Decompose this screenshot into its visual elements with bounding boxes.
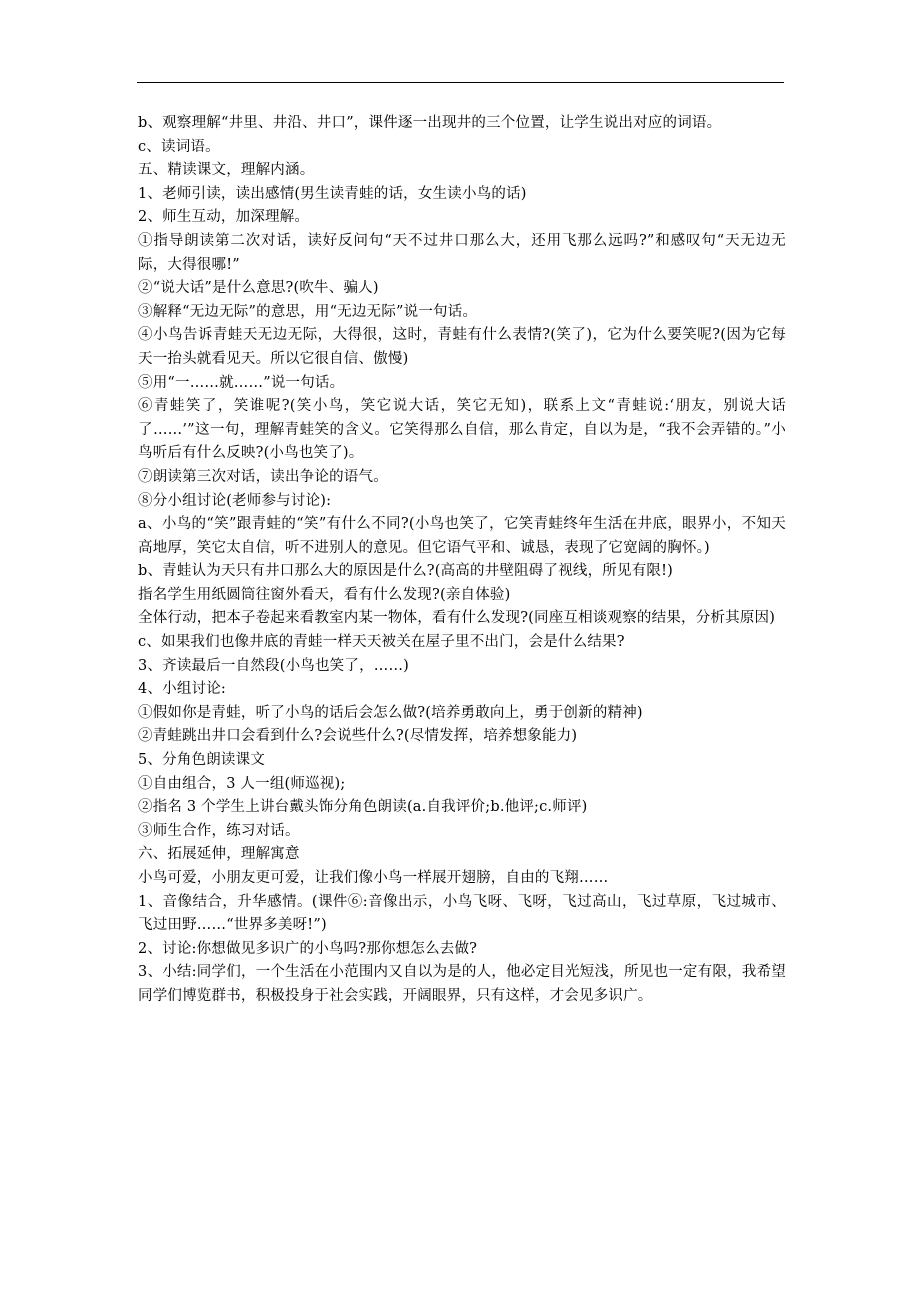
paragraph: 2、讨论:你想做见多识广的小鸟吗?那你想怎么去做? bbox=[138, 940, 478, 957]
document-body bbox=[138, 112, 786, 1009]
section-heading: 六、拓展延伸，理解寓意 bbox=[138, 846, 300, 863]
paragraph: 指名学生用纸圆筒往窗外看天，看有什么发现?(亲自体验) bbox=[138, 586, 511, 603]
paragraph: 4、小组讨论: bbox=[138, 681, 227, 698]
paragraph: c、如果我们也像井底的青蛙一样天天被关在屋子里不出门，会是什么结果? bbox=[138, 634, 625, 651]
paragraph: 全体行动，把本子卷起来看教室内某一物体，看有什么发现?(同座互相谈观察的结果，分析其原因) bbox=[138, 610, 776, 627]
paragraph: ③解释“无边无际”的意思，用“无边无际”说一句话。 bbox=[138, 303, 478, 320]
header-rule bbox=[137, 82, 784, 83]
paragraph: ⑤用“一……就……”说一句话。 bbox=[138, 374, 345, 391]
paragraph: b、青蛙认为天只有井口那么大的原因是什么?(高高的井壁阻碍了视线，所见有限!) bbox=[138, 563, 673, 580]
paragraph: ②“说大话”是什么意思?(吹牛、骗人) bbox=[138, 280, 379, 297]
section-heading: 五、精读课文，理解内涵。 bbox=[138, 162, 315, 179]
paragraph: ①自由组合，3 人一组(师巡视); bbox=[138, 775, 346, 792]
paragraph: 3、小结:同学们，一个生活在小范围内又自以为是的人，他必定目光短浅，所见也一定有限，我希望同学们博览群书，积极投身于社会实践，开阔眼界，只有这样，才会见多识广。 bbox=[138, 964, 786, 1004]
paragraph: 1、音像结合，升华感情。(课件⑥:音像出示，小鸟飞呀、飞呀，飞过高山，飞过草原，飞过城市、飞过田野……“世界多美呀!”) bbox=[138, 893, 786, 934]
paragraph: 小鸟可爱，小朋友更可爱，让我们像小鸟一样展开翅膀，自由的飞翔…… bbox=[138, 870, 609, 886]
paragraph: 3、齐读最后一自然段(小鸟也笑了，……) bbox=[138, 657, 410, 674]
paragraph: ④小鸟告诉青蛙天无边无际，大得很，这时，青蛙有什么表情?(笑了)，它为什么要笑呢?(因为它每天一抬头就看见天。所以它很自信、傲慢) bbox=[138, 327, 786, 367]
paragraph: ②指名 3 个学生上讲台戴头饰分角色朗读(a.自我评价;b.他评;c.师评) bbox=[138, 799, 588, 816]
paragraph: ⑧分小组讨论(老师参与讨论): bbox=[138, 492, 332, 509]
paragraph: 1、老师引读，读出感情(男生读青蛙的话，女生读小鸟的话) bbox=[138, 185, 527, 202]
paragraph: 2、师生互动，加深理解。 bbox=[138, 209, 310, 226]
paragraph: ⑥青蛙笑了，笑谁呢?(笑小鸟，笑它说大话，笑它无知)，联系上文“青蛙说:‘朋友，别说大话了……’”这一句，理解青蛙笑的含义。它笑得那么自信，那么肯定，自以为是，“我不会弄错的。”小鸟听后有什么反映?(小鸟也笑了)。 bbox=[138, 398, 786, 462]
paragraph: c、读词语。 bbox=[138, 138, 220, 155]
paragraph: ③师生合作，练习对话。 bbox=[138, 822, 300, 839]
paragraph: 5、分角色朗读课文 bbox=[138, 752, 266, 769]
paragraph: ⑦朗读第三次对话，读出争论的语气。 bbox=[138, 468, 388, 485]
paragraph: ①假如你是青蛙，听了小鸟的话后会怎么做?(培养勇敢向上，勇于创新的精神) bbox=[138, 704, 643, 721]
paragraph: ①指导朗读第二次对话，读好反问句“天不过井口那么大，还用飞那么远吗?”和感叹句“天无边无际，大得很哪!” bbox=[138, 232, 786, 273]
paragraph: a、小鸟的“笑”跟青蛙的“笑”有什么不同?(小鸟也笑了，它笑青蛙终年生活在井底，眼界小，不知天高地厚，笑它太自信，听不进别人的意见。但它语气平和、诚恳，表现了它宽阔的胸怀。) bbox=[138, 516, 786, 556]
paragraph: b、观察理解“井里、井沿、井口”，课件逐一出现井的三个位置，让学生说出对应的词语。 bbox=[138, 115, 722, 131]
paragraph: ②青蛙跳出井口会看到什么?会说些什么?(尽情发挥，培养想象能力) bbox=[138, 728, 578, 745]
